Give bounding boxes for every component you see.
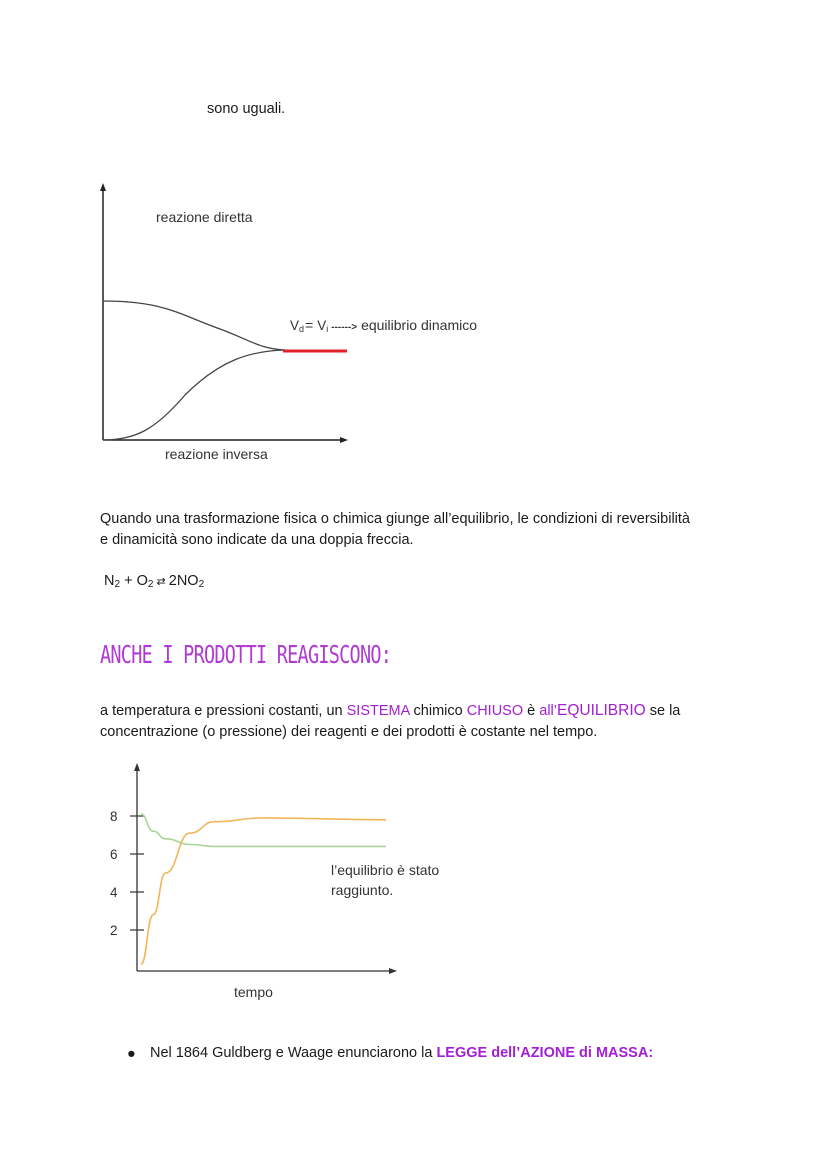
inverse-reaction-curve (103, 350, 285, 440)
concentration-chart (100, 755, 480, 1010)
chemical-equation (104, 571, 204, 595)
bullet-law: LEGGE dell’AZIONE di MASSA: (436, 1045, 654, 1061)
top-text: sono uguali. (207, 101, 286, 117)
label-inverse-reaction: reazione inversa (165, 446, 268, 462)
equilibrium-diagram (90, 175, 530, 470)
p2-part1: a temperatura e pressioni costanti, un (100, 703, 347, 719)
direct-reaction-curve (103, 301, 285, 350)
bullet-dot: ● (127, 1046, 136, 1062)
paragraph-line-1: Quando una trasformazione fisica o chimica giunge all’equilibrio, le condizioni di reversibilità (100, 511, 690, 527)
bullet-text: Nel 1864 Guldberg e Waage enunciarono la (150, 1045, 437, 1061)
eq-o: O (136, 573, 148, 589)
p2-part4: se la (645, 703, 681, 719)
y-tick-label: 4 (110, 885, 118, 900)
chart-y-axis-arrow (134, 763, 140, 771)
y-tick-label: 8 (110, 809, 118, 824)
p2-part2: chimico (409, 703, 467, 719)
vi-label-part-i: i (326, 324, 329, 334)
eq-plus: + (120, 573, 137, 589)
paragraph-equilibrium (100, 509, 780, 551)
vd-label-part-d: d (299, 324, 305, 334)
label-equals: = (305, 317, 314, 333)
paragraph-closed-system (100, 700, 800, 743)
keyword-chiuso: CHIUSO (466, 703, 524, 719)
bullet-item (150, 1043, 653, 1064)
keyword-equilibrio: EQUILIBRIO (556, 702, 646, 719)
eq-product-sub: 2 (198, 579, 205, 590)
paragraph2-line-1 (100, 700, 800, 722)
y-tick-label: 6 (110, 847, 118, 862)
chart-x-axis-arrow (389, 968, 397, 974)
x-axis-arrow (340, 437, 348, 443)
p2-part3: è (523, 703, 540, 719)
chart-x-label: tempo (234, 984, 273, 1000)
y-tick-label: 2 (110, 923, 118, 938)
keyword-all: all’ (539, 703, 557, 719)
label-arrow: ------> (331, 322, 358, 333)
label-equilibrium: equilibrio dinamico (361, 317, 478, 333)
chart-annotation-line-1: l’equilibrio è stato (331, 862, 440, 878)
paragraph2-line-2: concentrazione (o pressione) dei reagenti e dei prodotti è costante nel tempo. (100, 724, 598, 740)
eq-o-sub: 2 (147, 579, 154, 590)
keyword-sistema: SISTEMA (346, 703, 410, 719)
chart-annotation-line-2: raggiunto. (331, 882, 394, 898)
eq-n-sub: 2 (114, 579, 121, 590)
paragraph-line-2: e dinamicità sono indicate da una doppia freccia. (100, 532, 414, 548)
vi-label-part-v: V (317, 318, 327, 333)
y-axis-arrow (100, 183, 106, 191)
vd-label-part-v: V (290, 318, 300, 333)
eq-n: N (104, 573, 115, 589)
label-velocity-equality (290, 317, 477, 334)
double-arrow-icon: ⇄ (153, 576, 169, 588)
eq-product: 2NO (168, 573, 199, 589)
section-heading: ANCHE I PRODOTTI REAGISCONO: (100, 640, 392, 669)
label-direct-reaction: reazione diretta (156, 209, 253, 225)
